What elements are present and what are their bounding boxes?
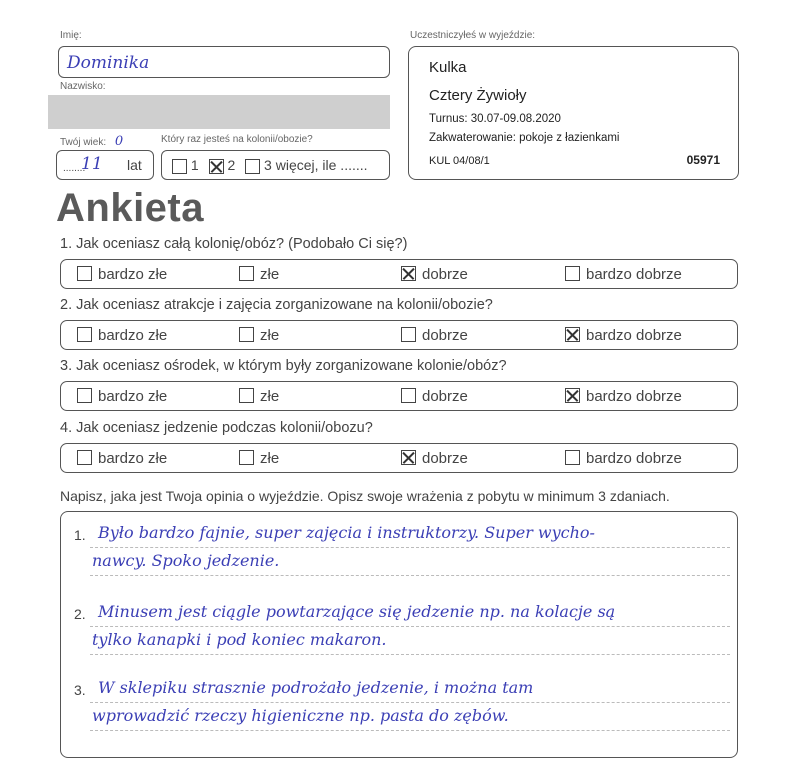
checkbox[interactable] [77, 327, 92, 342]
checkbox[interactable] [401, 266, 416, 281]
times-checkbox-2[interactable] [209, 159, 224, 174]
option-label: bardzo dobrze [586, 450, 682, 467]
question-2-options [60, 320, 738, 350]
checkbox[interactable] [565, 388, 580, 403]
participant-box [408, 46, 739, 180]
option-label: bardzo dobrze [586, 327, 682, 344]
question-4-option[interactable] [77, 450, 167, 467]
option-label: bardzo złe [98, 266, 168, 283]
times-option-1: 1 [190, 157, 199, 173]
opinion-entry-3-line-1: W sklepiku strasznie podrożało jedzenie, i można tam [98, 678, 534, 697]
opinion-entry-1-line-2: nawcy. Spoko jedzenie. [92, 551, 280, 570]
age-dots: ........ [63, 163, 86, 174]
ruled-line [90, 654, 730, 655]
checkbox[interactable] [77, 266, 92, 281]
question-3-option[interactable] [565, 388, 682, 405]
question-1-options [60, 259, 738, 289]
camp-code: KUL 04/08/1 [429, 155, 490, 167]
surname-label: Nazwisko: [60, 81, 106, 92]
option-label: dobrze [422, 266, 468, 283]
ruled-line [90, 730, 730, 731]
times-option-3: 3 więcej, ile ....... [264, 157, 368, 173]
name-value: Dominika [67, 53, 150, 73]
age-label: Twój wiek: 0 [60, 134, 124, 149]
opinion-entry-1-line-1: Było bardzo fajnie, super zajęcia i instruktorzy. Super wycho- [98, 523, 595, 542]
checkbox[interactable] [565, 266, 580, 281]
question-4-options [60, 443, 738, 473]
times-option-2: 2 [227, 157, 236, 173]
question-4-option[interactable] [401, 450, 468, 467]
surname-redaction [48, 95, 390, 129]
checkbox[interactable] [77, 388, 92, 403]
question-3-option[interactable] [401, 388, 468, 405]
option-label: dobrze [422, 388, 468, 405]
question-1-option[interactable] [239, 266, 279, 283]
question-4-text: 4. Jak oceniasz jedzenie podczas kolonii/obozu? [60, 420, 373, 436]
option-label: złe [260, 266, 280, 283]
ruled-line [90, 702, 730, 703]
opinion-entry-2-line-2: tylko kanapki i pod koniec makaron. [92, 630, 387, 649]
option-label: bardzo złe [98, 388, 168, 405]
option-label: bardzo dobrze [586, 266, 682, 283]
question-1-option[interactable] [77, 266, 167, 283]
question-2-option[interactable] [77, 327, 167, 344]
opinion-entry-2-line-1: Minusem jest ciągle powtarzające się jedzenie np. na kolacje są [98, 602, 616, 621]
question-2-option[interactable] [401, 327, 468, 344]
option-label: dobrze [422, 327, 468, 344]
ruled-line [90, 626, 730, 627]
opinion-entry-3-number: 3. [74, 682, 86, 698]
checkbox[interactable] [239, 266, 254, 281]
name-label: Imię: [60, 30, 82, 41]
question-2-option[interactable] [565, 327, 682, 344]
page-title: Ankieta [56, 186, 204, 230]
form-number: 05971 [686, 153, 720, 167]
question-3-options [60, 381, 738, 411]
option-label: złe [260, 327, 280, 344]
accommodation: Zakwaterowanie: pokoje z łazienkami [429, 132, 620, 144]
times-label: Który raz jesteś na kolonii/obozie? [161, 134, 313, 145]
age-unit: lat [127, 157, 142, 173]
checkbox[interactable] [565, 327, 580, 342]
ruled-line [90, 575, 730, 576]
age-mark: 0 [114, 134, 124, 149]
question-1-text: 1. Jak oceniasz całą kolonię/obóz? (Podobało Ci się?) [60, 236, 408, 252]
age-field[interactable] [56, 150, 154, 180]
age-value: 11 [81, 154, 103, 174]
times-field [161, 150, 390, 180]
checkbox[interactable] [239, 450, 254, 465]
question-2-option[interactable] [239, 327, 279, 344]
opinion-entry-2-number: 2. [74, 606, 86, 622]
question-3-text: 3. Jak oceniasz ośrodek, w którym były zorganizowane kolonie/obóz? [60, 358, 507, 374]
option-label: bardzo złe [98, 327, 168, 344]
question-1-option[interactable] [565, 266, 682, 283]
opinion-entry-1-number: 1. [74, 527, 86, 543]
checkbox[interactable] [401, 450, 416, 465]
participant-line2: Cztery Żywioły [429, 87, 527, 104]
option-label: złe [260, 450, 280, 467]
question-4-option[interactable] [565, 450, 682, 467]
name-field[interactable] [58, 46, 390, 78]
times-checkbox-3[interactable] [245, 159, 260, 174]
checkbox[interactable] [77, 450, 92, 465]
question-3-option[interactable] [77, 388, 167, 405]
participant-label: Uczestniczyłeś w wyjeździe: [410, 30, 536, 41]
checkbox[interactable] [239, 388, 254, 403]
question-3-option[interactable] [239, 388, 279, 405]
checkbox[interactable] [239, 327, 254, 342]
turnus: Turnus: 30.07-09.08.2020 [429, 113, 561, 125]
question-4-option[interactable] [239, 450, 279, 467]
question-1-option[interactable] [401, 266, 468, 283]
checkbox[interactable] [401, 327, 416, 342]
opinion-entry-3-line-2: wprowadzić rzeczy higieniczne np. pasta do zębów. [92, 706, 509, 725]
option-label: dobrze [422, 450, 468, 467]
option-label: bardzo złe [98, 450, 168, 467]
ruled-line [90, 547, 730, 548]
checkbox[interactable] [401, 388, 416, 403]
opinion-prompt: Napisz, jaka jest Twoja opinia o wyjeździe. Opisz swoje wrażenia z pobytu w minimum 3 zdaniach. [60, 488, 670, 504]
participant-line1: Kulka [429, 59, 467, 76]
option-label: złe [260, 388, 280, 405]
checkbox[interactable] [565, 450, 580, 465]
question-2-text: 2. Jak oceniasz atrakcje i zajęcia zorganizowane na kolonii/obozie? [60, 297, 493, 313]
option-label: bardzo dobrze [586, 388, 682, 405]
times-checkbox-1[interactable] [172, 159, 187, 174]
